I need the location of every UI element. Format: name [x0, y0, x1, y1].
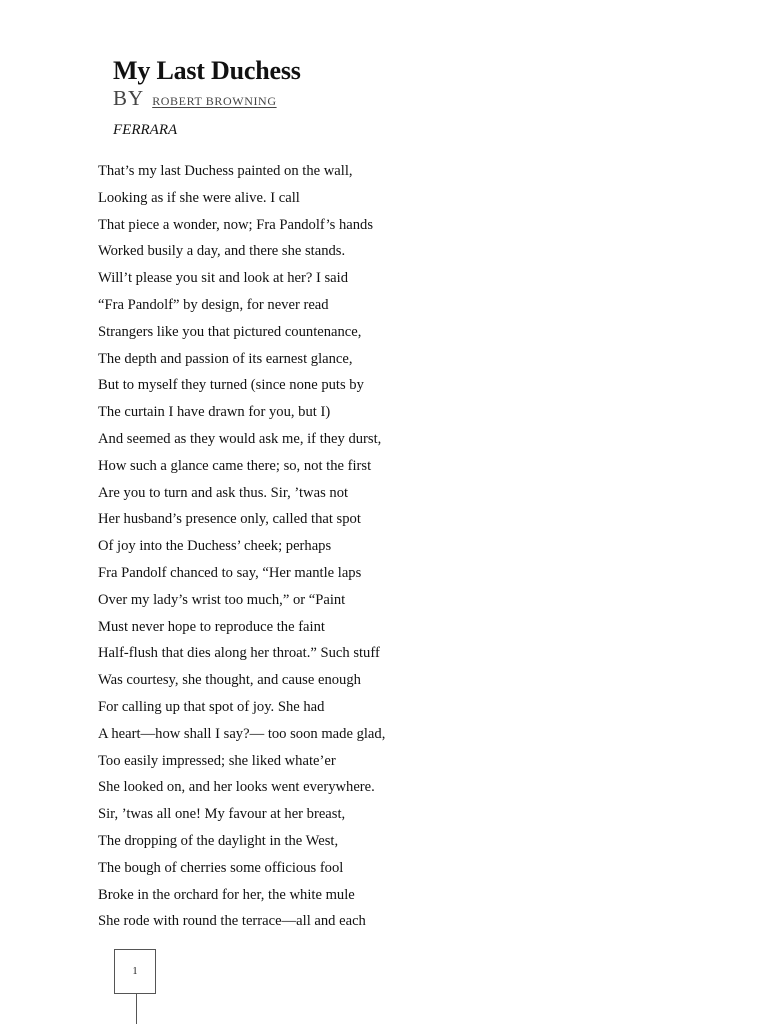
poem-line: That piece a wonder, now; Fra Pandolf’s hands — [98, 216, 374, 233]
poem-line: The bough of cherries some officious fool — [98, 859, 344, 876]
poem-line: Looking as if she were alive. I call — [98, 189, 300, 206]
by-label: BY — [113, 86, 145, 110]
poem-body — [98, 158, 385, 935]
poem-line: Her husband’s presence only, called that spot — [98, 511, 361, 528]
poem-line: Half-flush that dies along her throat.” Such stuff — [98, 645, 380, 662]
poem-line: Must never hope to reproduce the faint — [98, 618, 325, 635]
poem-line: A heart—how shall I say?— too soon made glad, — [98, 725, 386, 742]
poem-line: The curtain I have drawn for you, but I) — [98, 404, 331, 421]
poem-line: The depth and passion of its earnest glance, — [98, 350, 353, 367]
poem-line: “Fra Pandolf” by design, for never read — [98, 296, 329, 313]
poem-line: Fra Pandolf chanced to say, “Her mantle laps — [98, 564, 362, 581]
poem-line: Strangers like you that pictured countenance, — [98, 323, 362, 340]
page-number-connector — [136, 994, 137, 1024]
poem-line: But to myself they turned (since none puts by — [98, 377, 364, 394]
page-number-box — [114, 949, 156, 994]
poem-line: Of joy into the Duchess’ cheek; perhaps — [98, 538, 332, 555]
poem-line: Will’t please you sit and look at her? I said — [98, 270, 349, 287]
poem-line: That’s my last Duchess painted on the wall, — [98, 163, 353, 179]
page-number: 1 — [132, 966, 138, 977]
poem-line: Too easily impressed; she liked whate’er — [98, 752, 336, 769]
poem-line: Was courtesy, she thought, and cause enough — [98, 672, 361, 689]
poem-title: My Last Duchess — [113, 56, 301, 85]
poem-line: How such a glance came there; so, not the first — [98, 457, 372, 474]
author-link[interactable]: ROBERT BROWNING — [152, 94, 277, 108]
poem-line: And seemed as they would ask me, if they durst, — [98, 430, 382, 447]
poem-line: Broke in the orchard for her, the white mule — [98, 886, 355, 903]
byline — [113, 86, 277, 111]
poem-location: FERRARA — [113, 122, 178, 138]
poem-line: Worked busily a day, and there she stands. — [98, 243, 346, 260]
poem-line: Sir, ’twas all one! My favour at her breast, — [98, 806, 346, 823]
poem-line: She looked on, and her looks went everywhere. — [98, 779, 375, 796]
poem-line: She rode with round the terrace—all and each — [98, 913, 366, 930]
poem-line: The dropping of the daylight in the West, — [98, 832, 339, 849]
poem-line: Over my lady’s wrist too much,” or “Paint — [98, 591, 346, 608]
poem-line: For calling up that spot of joy. She had — [98, 698, 325, 715]
poem-line: Are you to turn and ask thus. Sir, ’twas not — [98, 484, 349, 501]
